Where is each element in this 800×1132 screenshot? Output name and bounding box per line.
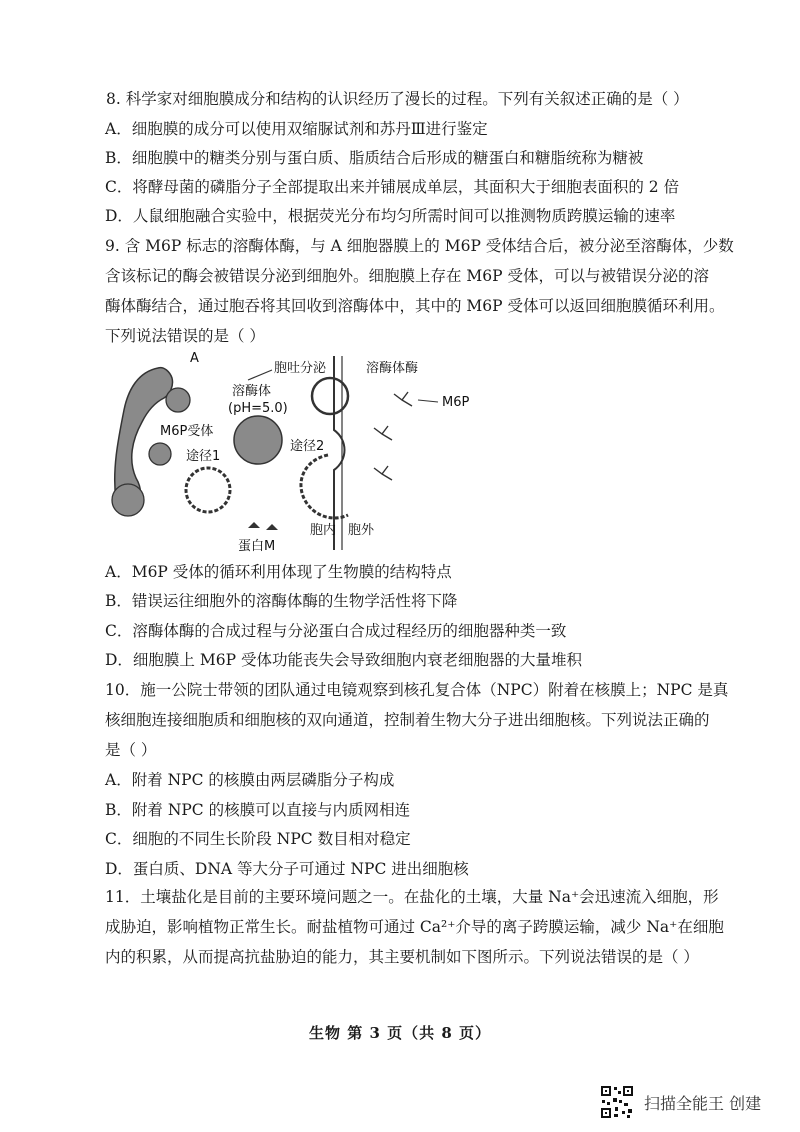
label-route2: 途径2 [290, 439, 325, 454]
label-ph: (pH=5.0) [228, 401, 288, 416]
q11-stem-line-1: 11．土壤盐化是目前的主要环境问题之一。在盐化的土壤，大量 Na⁺会迅速流入细胞，形 [105, 888, 719, 906]
page-footer: 生物 第 3 页（共 8 页） [309, 1024, 491, 1042]
q8-option-a: A．细胞膜的成分可以使用双缩脲试剂和苏丹Ⅲ进行鉴定 [105, 120, 488, 138]
q10-option-b: B．附着 NPC 的核膜可以直接与内质网相连 [105, 801, 411, 819]
q10-stem-line-3: 是（ ） [105, 741, 157, 759]
q10-option-c: C．细胞的不同生长阶段 NPC 数目相对稳定 [105, 830, 411, 848]
q9-stem-line-4: 下列说法错误的是（ ） [105, 327, 265, 345]
label-outside: 胞外 [348, 523, 375, 538]
q9-stem-line-2: 含该标记的酶会被错误分泌到细胞外。细胞膜上存在 M6P 受体，可以与被错误分泌的溶 [105, 267, 710, 285]
route1-vesicle [186, 468, 230, 512]
q9-option-c: C．溶酶体酶的合成过程与分泌蛋白合成过程经历的细胞器种类一致 [105, 622, 567, 640]
q9-option-d: D．细胞膜上 M6P 受体功能丧失会导致细胞内衰老细胞器的大量堆积 [105, 651, 582, 669]
q8-option-b: B．细胞膜中的糖类分别与蛋白质、脂质结合后形成的糖蛋白和糖脂统称为糖被 [105, 149, 644, 167]
q10-stem-line-1: 10．施一公院士带领的团队通过电镜观察到核孔复合体（NPC）附着在核膜上；NPC 是真 [105, 681, 729, 699]
label-receptor: M6P受体 [160, 424, 214, 439]
q11-stem-line-3: 内的积累，从而提高抗盐胁迫的能力，其主要机制如下图所示。下列说法错误的是（ ） [105, 948, 699, 966]
label-exocytosis: 胞吐分泌 [274, 361, 327, 376]
protein-m-2 [266, 524, 278, 530]
label-a: A [190, 351, 199, 366]
q9-stem-line-1: 9. 含 M6P 标志的溶酶体酶，与 A 细胞器膜上的 M6P 受体结合后，被分泌至溶酶体，少数 [105, 237, 734, 255]
enzyme-1 [394, 392, 412, 406]
label-enzyme: 溶酶体酶 [366, 361, 419, 376]
exocytosis-vesicle [312, 378, 348, 414]
lysosome [234, 416, 282, 464]
lysosome-enzyme-diagram [98, 350, 518, 555]
enzyme-2 [374, 426, 392, 440]
label-lysosome: 溶酶体 [232, 384, 272, 399]
q9-stem-line-3: 酶体酶结合，通过胞吞将其回收到溶酶体中，其中的 M6P 受体可以返回细胞膜循环利用。 [105, 297, 725, 315]
q10-option-a: A．附着 NPC 的核膜由两层磷脂分子构成 [105, 771, 395, 789]
golgi-vesicle-bottom [112, 484, 144, 516]
q9-option-a: A．M6P 受体的循环利用体现了生物膜的结构特点 [105, 563, 452, 581]
golgi-vesicle-mid [149, 443, 171, 465]
q10-stem-line-2: 核细胞连接细胞质和细胞核的双向通道，控制着生物大分子进出细胞核。下列说法正确的 [105, 711, 710, 729]
q11-stem-line-2: 成胁迫，影响植物正常生长。耐盐植物可通过 Ca²⁺介导的离子跨膜运输，减少 Na⁺在细胞 [105, 918, 724, 936]
q8-option-d: D．人鼠细胞融合实验中，根据荧光分布均匀所需时间可以推测物质跨膜运输的速率 [105, 207, 676, 225]
golgi-vesicle-top [166, 388, 190, 412]
label-route1: 途径1 [186, 449, 221, 464]
protein-m-1 [248, 522, 260, 528]
q10-option-d: D．蛋白质、DNA 等大分子可通过 NPC 进出细胞核 [105, 860, 469, 878]
q9-option-b: B．错误运往细胞外的溶酶体酶的生物学活性将下降 [105, 592, 458, 610]
label-inside: 胞内 [310, 523, 337, 538]
qr-code-icon [600, 1085, 634, 1119]
q8-stem: 8. 科学家对细胞膜成分和结构的认识经历了漫长的过程。下列有关叙述正确的是（ ） [106, 90, 689, 108]
enzyme-3 [374, 466, 392, 480]
label-m6p: M6P [442, 395, 470, 410]
label-protein-m: 蛋白M [238, 539, 276, 554]
scan-text: 扫描全能王 创建 [644, 1093, 762, 1113]
scanner-watermark [600, 1082, 761, 1122]
q8-option-c: C．将酵母菌的磷脂分子全部提取出来并铺展成单层，其面积大于细胞表面积的 2 倍 [105, 178, 680, 196]
